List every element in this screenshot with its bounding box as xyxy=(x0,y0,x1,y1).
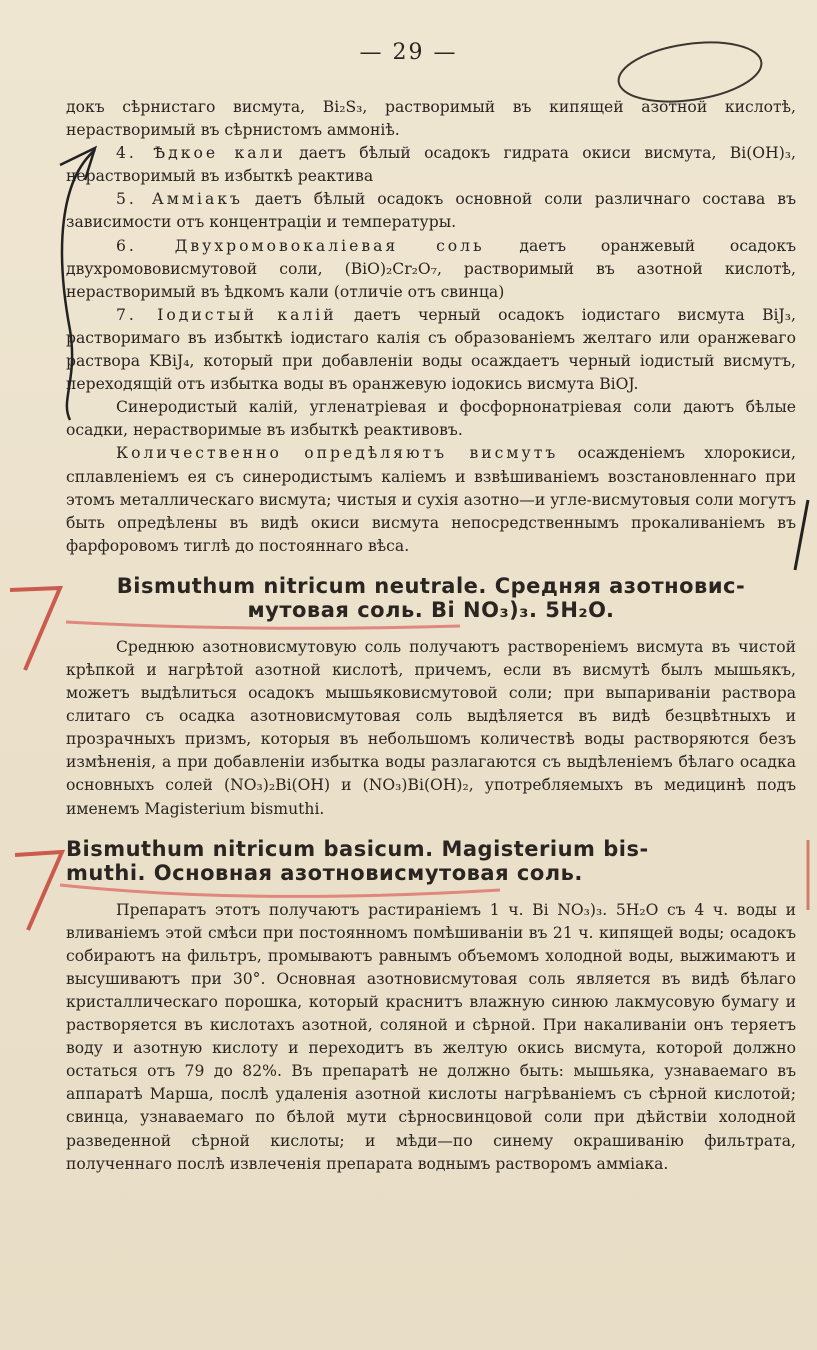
paragraph-item-4 xyxy=(66,142,796,188)
heading-bismuth-nitrate-basic xyxy=(66,837,796,885)
heading-bismuth-nitrate-neutral xyxy=(66,574,796,622)
item-5-lead: 5. Амміакъ xyxy=(116,190,243,209)
paragraph-quantitative xyxy=(66,442,796,557)
item-7-text: даетъ черный осадокъ іодистаго висмута BiJ₃, растворимаго въ избыткѣ іодистаго калія съ образованіемъ желтаго или оранжеваго раствора KBiJ₄, который при добавленіи воды осаждаетъ черный іодистый висмутъ, переходящій отъ избытка воды въ оранжевую іодокись висмута BiOJ. xyxy=(66,305,796,394)
red-seven-mark-1 xyxy=(10,588,60,670)
heading-1-line-2: мутовая соль. Bi NO₃)₃. 5H₂O. xyxy=(247,597,615,622)
item-4-text: даетъ бѣлый осадокъ гидрата окиси висмута, Bi(OH)₃, нерастворимый въ избыткѣ реактива xyxy=(66,144,796,186)
paragraph-item-5 xyxy=(66,188,796,234)
ink-right-mark xyxy=(795,500,808,570)
item-6-text: даетъ оранжевый осадокъ двухромововисмутовой соли, (BiO)₂Cr₂O₇, растворимый въ азотной кислотѣ, нерастворимый въ ѣдкомъ кали (отличіе отъ свинца) xyxy=(66,236,797,301)
item-5-text: даетъ бѣлый осадокъ основной соли различнаго состава въ зависимости отъ концентраціи и температуры. xyxy=(66,190,797,232)
paragraph-sulfide: докъ сѣрнистаго висмута, Bi₂S₃, растворимый въ кипящей азотной кислотѣ, нерастворимый въ сѣрнистомъ аммоніѣ. xyxy=(66,98,796,140)
paragraph-item-6 xyxy=(66,235,796,304)
paragraph-cyanide: Синеродистый калій, угленатріевая и фосфорнонатріевая соли даютъ бѣлые осадки, нерастворимые въ избыткѣ реактивовъ. xyxy=(66,398,796,440)
paragraph-neutral-salt: Среднюю азотновисмутовую соль получаютъ растворенiемъ висмута въ чистой крѣпкой и нагрѣтой азотной кислотѣ, причемъ, если въ висмутѣ былъ мышьякъ, можетъ выдѣлиться осадокъ мышьяковисмутовой соли; при выпариваніи раствора слитаго съ осадка азотновисмутовая соль выдѣляется въ видѣ безцвѣтныхъ и прозрачныхъ призмъ, которыя въ небольшомъ количествѣ воды растворяются безъ измѣненія, а при добавленіи избытка воды разлагаются съ выдѣленіемъ бѣлаго осадка основныхъ солей (NO₃)₂Bi(OH) и (NO₃)Bi(OH)₂, употребляемыхъ въ медицинѣ подъ именемъ Magisterium bismuthi. xyxy=(66,637,796,818)
item-6-lead: 6. Двухромовокаліевая соль xyxy=(116,236,485,255)
heading-2-line-2: muthi. Основная азотновисмутовая соль. xyxy=(66,860,583,885)
page-number: — 29 — xyxy=(359,40,458,65)
quantitative-text: осажденіемъ хлорокиси, сплавленіемъ ея съ синеродистымъ каліемъ и взвѣшиваніемъ возстановленнаго при этомъ металлическаго висмута; чистыя и сухія азотно—и угле-висмутовыя соли могутъ быть опредѣлены въ видѣ окиси висмута непосредственнымъ прокаливаніемъ въ фарфоровомъ тиглѣ до постояннаго вѣса. xyxy=(66,444,796,555)
paragraph-item-7 xyxy=(66,304,796,396)
red-seven-mark-2 xyxy=(15,852,62,930)
heading-2-line-1: Bismuthum nitricum basicum. Magisterium bis- xyxy=(66,836,649,861)
page-body xyxy=(66,96,796,1176)
item-7-lead: 7. Іодистый калій xyxy=(116,305,337,324)
heading-1-line-1: Bismuthum nitricum neutrale. Средняя азотновис- xyxy=(116,573,746,598)
paragraph-basic-salt: Препаратъ этотъ получаютъ растираніемъ 1 ч. Bi NO₃)₃. 5H₂O съ 4 ч. воды и вливаніемъ этой смѣси при постоянномъ помѣшиваніи въ 21 ч. кипящей воды; осадокъ собираютъ на фильтръ, промываютъ равнымъ объемомъ холодной воды, выжимаютъ и высушиваютъ при 30°. Основная азотновисмутовая соль является въ видѣ бѣлаго кристаллическаго порошка, который краснитъ влажную синюю лакмусовую бумагу и растворяется въ кислотахъ азотной, соляной и сѣрной. При накаливаніи онъ теряетъ воду и азотную кислоту и переходитъ въ желтую окись висмута, которой должно остаться отъ 79 до 82%. Въ препаратѣ не должно быть: мышьяка, узнаваемаго въ аппаратѣ Марша, послѣ удаленія азотной кислоты нагрѣваніемъ съ сѣрной кислотой; свинца, узнаваемаго по бѣлой мути сѣрносвинцовой соли при дѣйствіи холодной разведенной сѣрной кислоты; и мѣди—по синему окрашиванію фильтрата, полученнаго послѣ извлеченія препарата воднымъ растворомъ амміака. xyxy=(66,900,796,1173)
item-4-lead: 4. Ѣдкое кали xyxy=(116,144,286,163)
quantitative-lead: Количественно опредѣляютъ висмутъ xyxy=(116,444,559,463)
